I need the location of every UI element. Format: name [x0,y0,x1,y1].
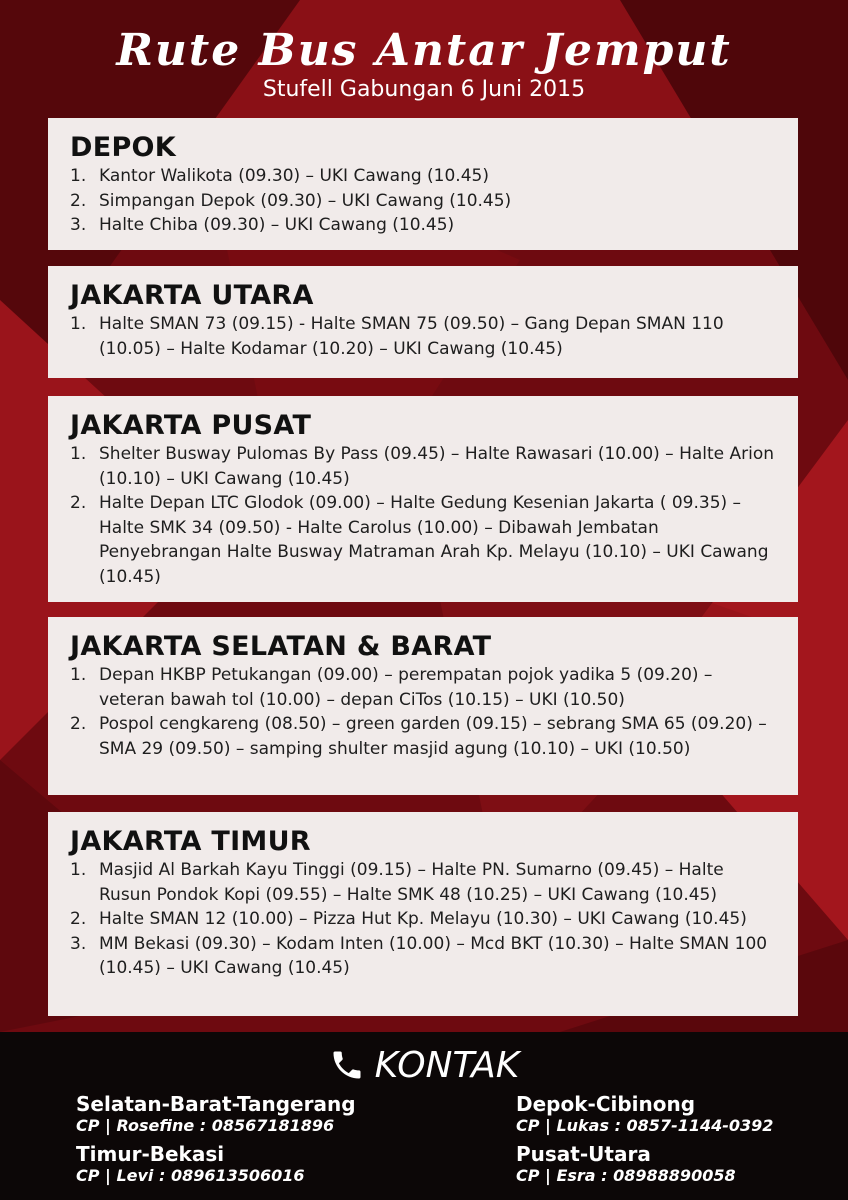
contact-heading [0,1040,848,1092]
route-item [70,932,776,981]
route-number: 2. [70,714,87,734]
route-item [70,442,776,491]
page-title: Rute Bus Antar Jemput [116,25,732,76]
contact-area-name: Selatan-Barat-Tangerang [76,1092,356,1116]
section-title: JAKARTA UTARA [70,280,314,311]
contact-heading-label: KONTAK [374,1045,520,1086]
route-item [70,712,776,761]
route-item [70,189,776,214]
route-number: 2. [70,190,87,211]
contact-person: CP | Rosefine : 08567181896 [76,1116,335,1135]
route-text: Masjid Al Barkah Kayu Tinggi (09.15) – Halte PN. Sumarno (09.45) – Halte Rusun Pondok Kopi (09.55) – Halte SMK 48 (10.25) – UKI Cawang (10.45) [99,860,724,905]
route-number: 1. [70,166,87,186]
section-title: DEPOK [70,132,177,163]
route-item [70,164,776,189]
section-title: JAKARTA TIMUR [70,826,311,857]
route-list [70,663,776,761]
route-item [70,213,776,238]
route-number: 1. [70,860,87,880]
route-item [70,312,776,361]
route-card-jakarta-pusat [48,396,798,602]
route-item [70,858,776,907]
contact-person: CP | Lukas : 0857-1144-0392 [516,1116,774,1135]
route-text: Kantor Walikota (09.30) – UKI Cawang (10.45) [99,166,489,186]
route-number: 3. [70,215,87,235]
route-text: Halte Depan LTC Glodok (09.00) – Halte Gedung Kesenian Jakarta ( 09.35) – Halte SMK 34 (09.50) - Halte Carolus (10.00) – Dibawah Jembatan Penyebrangan Halte Busway Matraman Arah Kp. Melayu (10.10) – UKI Cawang (10.45) [99,493,769,587]
section-title: JAKARTA PUSAT [70,410,312,441]
route-list [70,312,776,361]
route-text: MM Bekasi (09.30) – Kodam Inten (10.00) – Mcd BKT (10.30) – Halte SMAN 100 (10.45) – UKI Cawang (10.45) [99,933,768,978]
route-text: Halte SMAN 73 (09.15) - Halte SMAN 75 (09.50) – Gang Depan SMAN 110 (10.05) – Halte Kodamar (10.20) – UKI Cawang (10.45) [99,314,724,359]
route-card-jakarta-selatan-barat [48,617,798,795]
route-text: Halte Chiba (09.30) – UKI Cawang (10.45) [99,215,455,235]
contact-area-name: Timur-Bekasi [76,1142,225,1166]
contact-person: CP | Esra : 08988890058 [516,1166,736,1185]
route-card-jakarta-utara [48,266,798,378]
route-item [70,491,776,589]
page-subtitle: Stufell Gabungan 6 Juni 2015 [262,77,586,102]
route-item [70,663,776,712]
contact-area-name: Pusat-Utara [516,1142,651,1166]
section-title: JAKARTA SELATAN & BARAT [70,631,492,662]
route-item [70,907,776,932]
route-card-jakarta-timur [48,812,798,1016]
route-number: 2. [70,909,87,929]
route-number: 1. [70,314,87,334]
route-text: Simpangan Depok (09.30) – UKI Cawang (10.45) [99,190,512,211]
phone-icon [329,1047,365,1083]
route-text: Pospol cengkareng (08.50) – green garden (09.15) – sebrang SMA 65 (09.20) – SMA 29 (09.50) – samping shulter masjid agung (10.10) – UKI (10.50) [99,714,767,759]
route-list [70,442,776,589]
route-text: Shelter Busway Pulomas By Pass (09.45) – Halte Rawasari (10.00) – Halte Arion (10.10) – UKI Cawang (10.45) [99,444,775,489]
route-number: 2. [70,493,87,513]
route-list [70,858,776,981]
route-text: Depan HKBP Petukangan (09.00) – perempatan pojok yadika 5 (09.20) – veteran bawah tol (10.00) – depan CiTos (10.15) – UKI (10.50) [99,665,713,710]
route-number: 1. [70,665,87,685]
contact-person: CP | Levi : 089613506016 [76,1166,305,1185]
route-number: 1. [70,444,87,464]
route-number: 3. [70,933,87,954]
route-list [70,164,776,238]
contact-area-name: Depok-Cibinong [516,1092,696,1116]
route-text: Halte SMAN 12 (10.00) – Pizza Hut Kp. Melayu (10.30) – UKI Cawang (10.45) [99,909,747,929]
route-card-depok [48,118,798,250]
